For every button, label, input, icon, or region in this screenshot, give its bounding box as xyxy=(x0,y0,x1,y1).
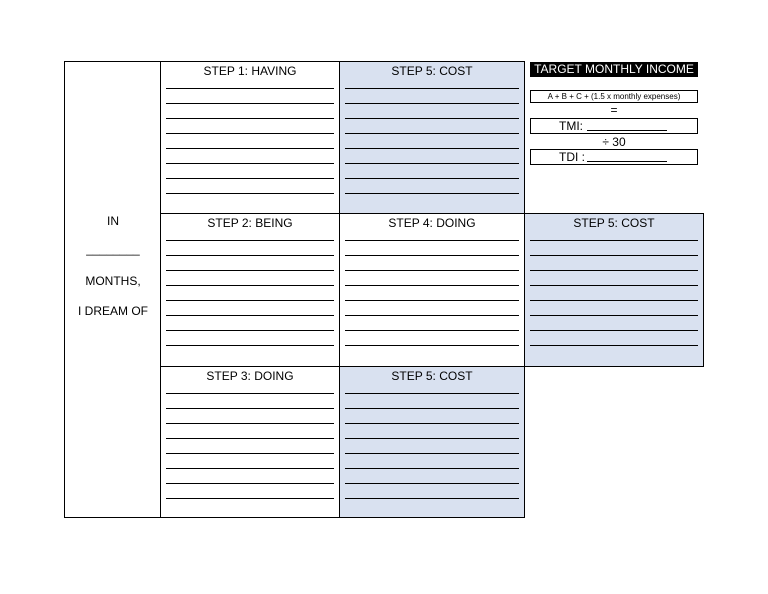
writing-line[interactable] xyxy=(530,300,698,301)
writing-line[interactable] xyxy=(166,133,334,134)
writing-line[interactable] xyxy=(166,393,334,394)
writing-line[interactable] xyxy=(345,148,519,149)
step5-cost-bottom-cell xyxy=(339,366,525,518)
writing-line[interactable] xyxy=(166,88,334,89)
writing-line[interactable] xyxy=(166,498,334,499)
step4-doing-cell xyxy=(339,213,525,367)
writing-line[interactable] xyxy=(530,345,698,346)
writing-line[interactable] xyxy=(345,393,519,394)
writing-line[interactable] xyxy=(166,315,334,316)
writing-line[interactable] xyxy=(166,270,334,271)
writing-line[interactable] xyxy=(166,240,334,241)
writing-line[interactable] xyxy=(530,255,698,256)
writing-line[interactable] xyxy=(345,330,519,331)
tmi-blank-line xyxy=(587,130,667,131)
writing-line[interactable] xyxy=(166,148,334,149)
writing-line[interactable] xyxy=(166,330,334,331)
in-label: IN xyxy=(107,214,119,228)
writing-line[interactable] xyxy=(345,345,519,346)
months-label: MONTHS, xyxy=(85,274,141,288)
writing-line[interactable] xyxy=(345,408,519,409)
step2-being-header: STEP 2: BEING xyxy=(207,216,293,230)
target-monthly-income-title: TARGET MONTHLY INCOME xyxy=(530,62,698,77)
writing-line[interactable] xyxy=(345,88,519,89)
writing-line[interactable] xyxy=(530,315,698,316)
months-blank: ________ xyxy=(86,242,140,256)
step5-cost-header: STEP 5: COST xyxy=(573,216,655,230)
writing-line[interactable] xyxy=(345,438,519,439)
step5-cost-header: STEP 5: COST xyxy=(391,64,473,78)
writing-line[interactable] xyxy=(166,285,334,286)
writing-line[interactable] xyxy=(530,285,698,286)
writing-line[interactable] xyxy=(345,118,519,119)
writing-line[interactable] xyxy=(166,408,334,409)
writing-line[interactable] xyxy=(345,178,519,179)
step5-cost-header: STEP 5: COST xyxy=(391,369,473,383)
writing-line[interactable] xyxy=(166,103,334,104)
step2-being-cell xyxy=(160,213,340,367)
income-formula: A + B + C + (1.5 x monthly expenses) xyxy=(530,90,698,103)
writing-line[interactable] xyxy=(166,118,334,119)
writing-line[interactable] xyxy=(345,270,519,271)
step5-cost-mid-cell xyxy=(524,213,704,367)
writing-line[interactable] xyxy=(345,133,519,134)
step1-having-header: STEP 1: HAVING xyxy=(203,64,297,78)
writing-line[interactable] xyxy=(345,498,519,499)
writing-line[interactable] xyxy=(345,285,519,286)
writing-line[interactable] xyxy=(166,438,334,439)
writing-line[interactable] xyxy=(530,270,698,271)
writing-line[interactable] xyxy=(166,255,334,256)
writing-line[interactable] xyxy=(345,300,519,301)
writing-line[interactable] xyxy=(345,240,519,241)
writing-line[interactable] xyxy=(166,468,334,469)
writing-line[interactable] xyxy=(345,193,519,194)
writing-line[interactable] xyxy=(166,300,334,301)
dream-label: I DREAM OF xyxy=(77,304,148,318)
writing-line[interactable] xyxy=(345,163,519,164)
writing-line[interactable] xyxy=(345,468,519,469)
writing-line[interactable] xyxy=(345,103,519,104)
writing-line[interactable] xyxy=(345,255,519,256)
writing-line[interactable] xyxy=(530,240,698,241)
tdi-field[interactable] xyxy=(530,149,698,165)
step5-cost-top-cell xyxy=(339,61,525,214)
tdi-blank-line xyxy=(587,161,667,162)
tmi-field[interactable] xyxy=(530,118,698,134)
left-column xyxy=(64,61,161,518)
step3-doing-header: STEP 3: DOING xyxy=(206,369,294,383)
writing-line[interactable] xyxy=(345,315,519,316)
writing-line[interactable] xyxy=(166,453,334,454)
step1-having-cell xyxy=(160,61,340,214)
writing-line[interactable] xyxy=(345,453,519,454)
writing-line[interactable] xyxy=(345,423,519,424)
writing-line[interactable] xyxy=(166,163,334,164)
divide-by-30: ÷ 30 xyxy=(602,135,626,149)
writing-line[interactable] xyxy=(166,345,334,346)
writing-line[interactable] xyxy=(166,423,334,424)
writing-line[interactable] xyxy=(166,483,334,484)
writing-line[interactable] xyxy=(530,330,698,331)
step3-doing-cell xyxy=(160,366,340,518)
writing-line[interactable] xyxy=(166,193,334,194)
equals-sign: = xyxy=(610,103,618,117)
tdi-label: TDI : xyxy=(559,150,585,164)
writing-line[interactable] xyxy=(166,178,334,179)
step4-doing-header: STEP 4: DOING xyxy=(388,216,476,230)
writing-line[interactable] xyxy=(345,483,519,484)
tmi-label: TMI: xyxy=(559,119,583,133)
